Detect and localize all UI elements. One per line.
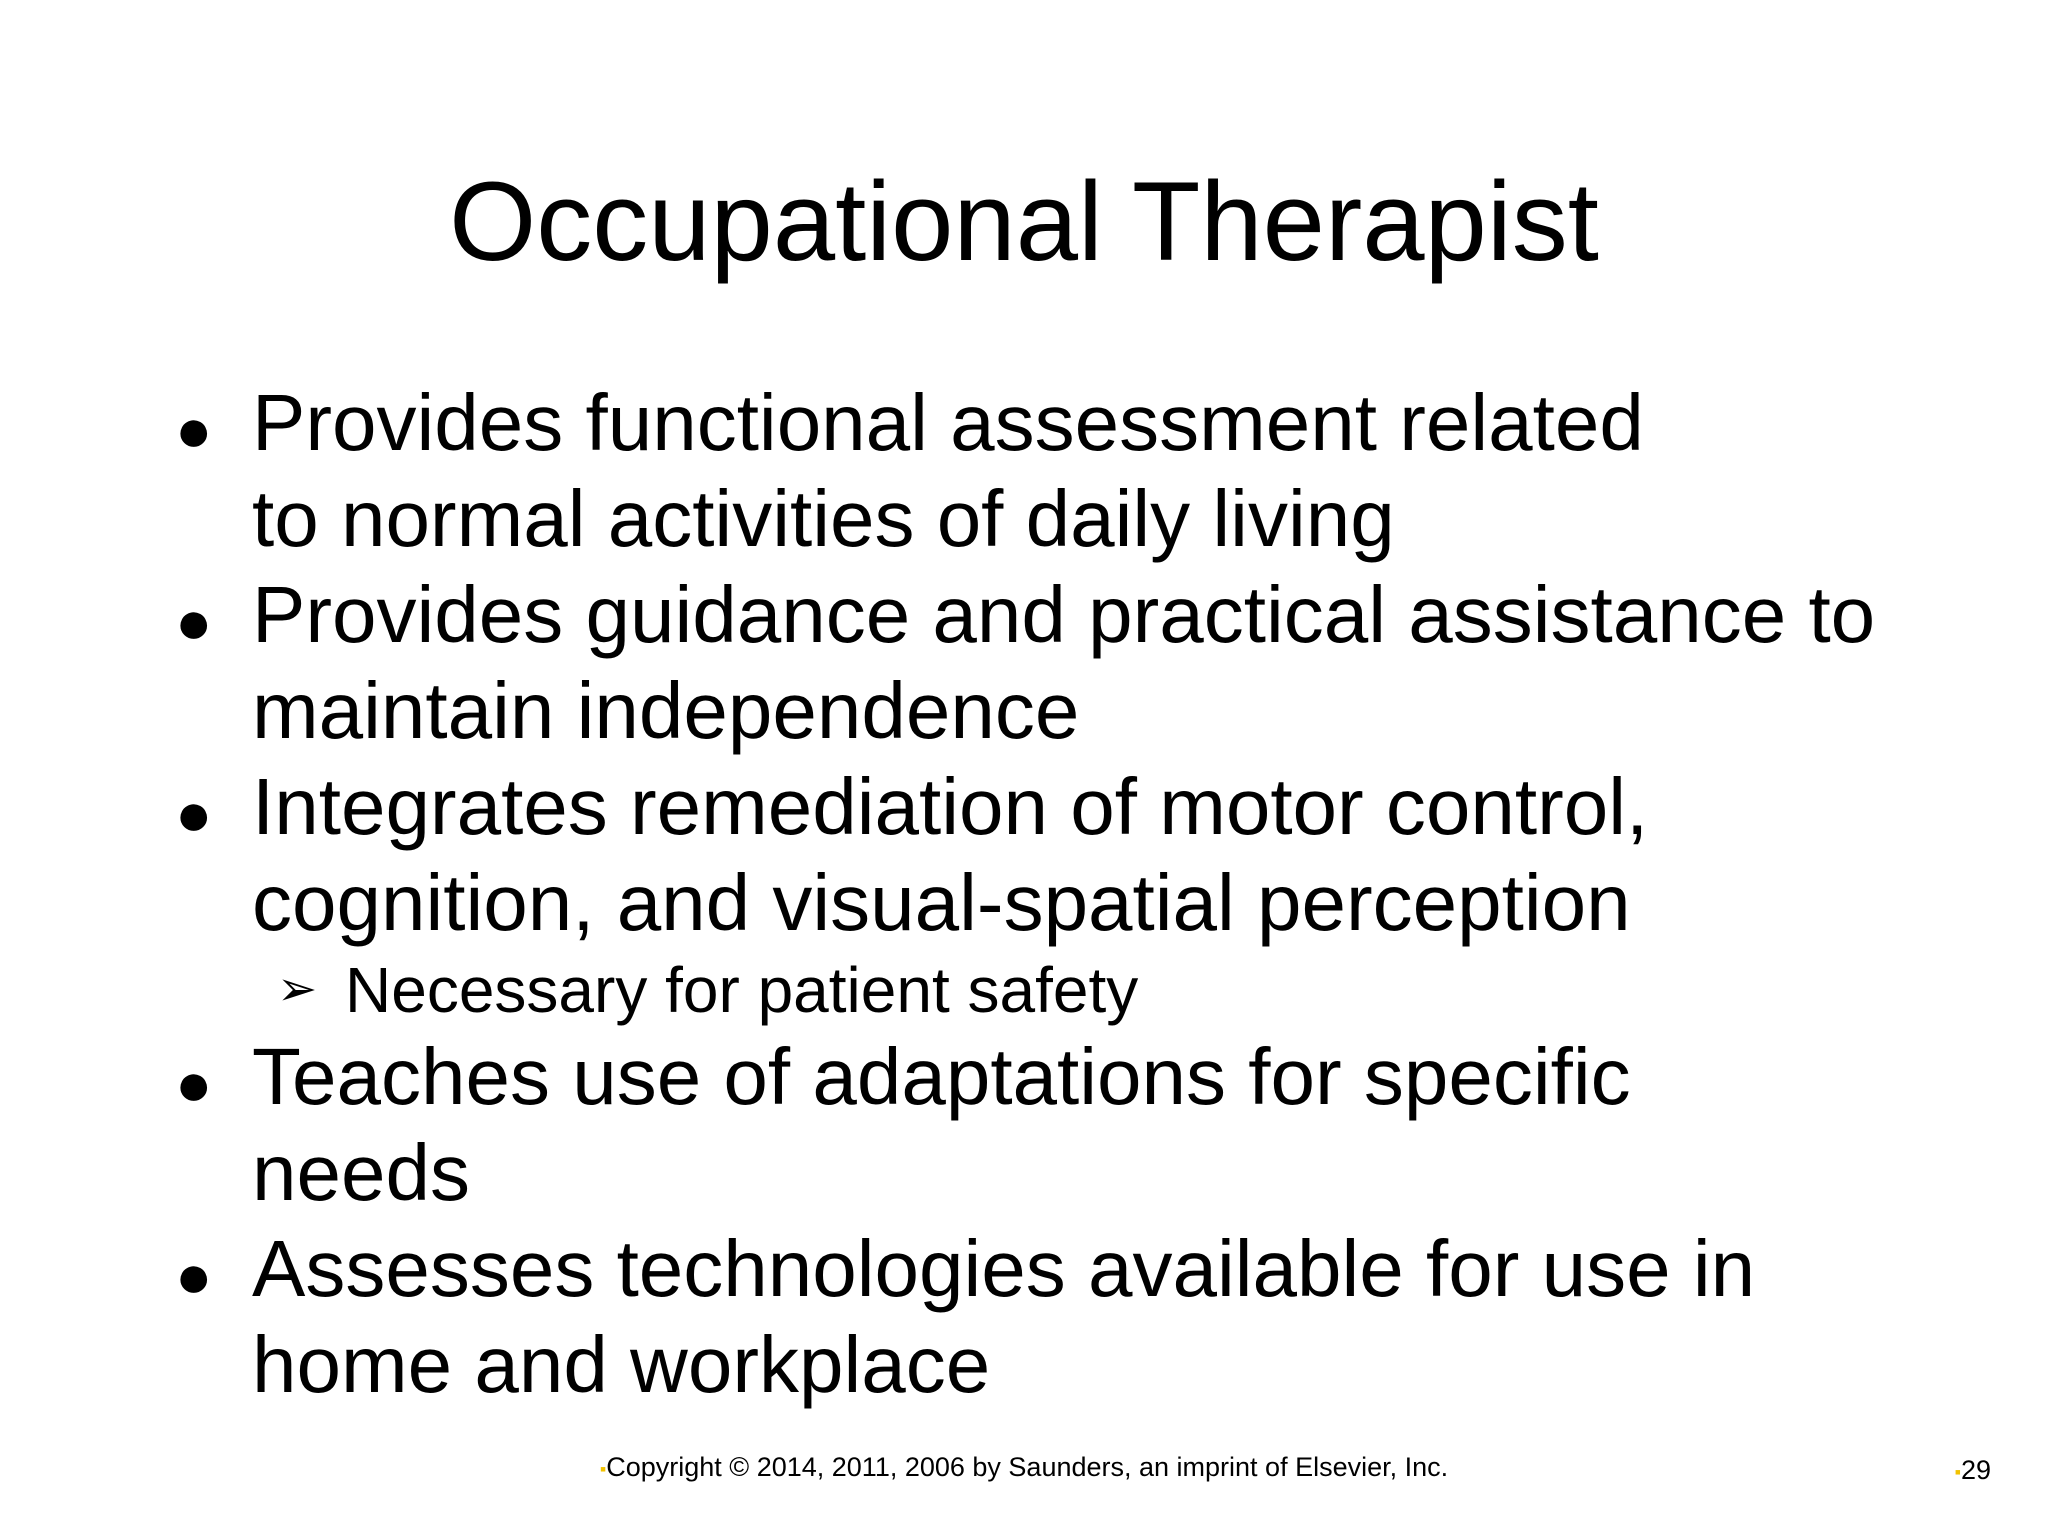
list-item — [175, 375, 1975, 567]
bullet-list — [175, 375, 1975, 1413]
copyright-footer — [0, 1450, 2048, 1486]
bullet-icon: ● — [175, 780, 213, 849]
slide-title: Occupational Therapist — [449, 159, 1599, 284]
bullet-icon: ● — [175, 1050, 213, 1119]
list-item — [175, 1029, 1975, 1221]
bullet-text: Provides functional assessment related to normal activities of daily living — [252, 378, 1644, 563]
square-bullet-icon: ▪ — [1954, 1461, 1961, 1482]
page-number — [1955, 1453, 1991, 1489]
bullet-text: Provides guidance and practical assistance to maintain independence — [252, 570, 1876, 755]
bullet-text: Integrates remediation of motor control, cognition, and visual-spatial perception — [252, 762, 1649, 947]
bullet-icon: ● — [175, 588, 213, 657]
sub-list-item — [277, 951, 1975, 1029]
square-bullet-icon: ▪ — [599, 1458, 607, 1479]
arrow-bullet-icon: ➢ — [277, 963, 318, 1016]
bullet-text: Teaches use of adaptations for specific needs — [252, 1032, 1631, 1217]
copyright-text: Copyright © 2014, 2011, 2006 by Saunders, an imprint of Elsevier, Inc. — [606, 1452, 1449, 1482]
sub-bullet-text: Necessary for patient safety — [345, 954, 1139, 1026]
list-item — [175, 759, 1975, 1029]
bullet-icon: ● — [175, 1242, 213, 1311]
bullet-text: Assesses technologies available for use in home and workplace — [252, 1224, 1756, 1409]
page-number-text: 29 — [1960, 1455, 1991, 1485]
list-item — [175, 1221, 1975, 1413]
bullet-icon: ● — [175, 396, 213, 465]
list-item — [175, 567, 1975, 759]
